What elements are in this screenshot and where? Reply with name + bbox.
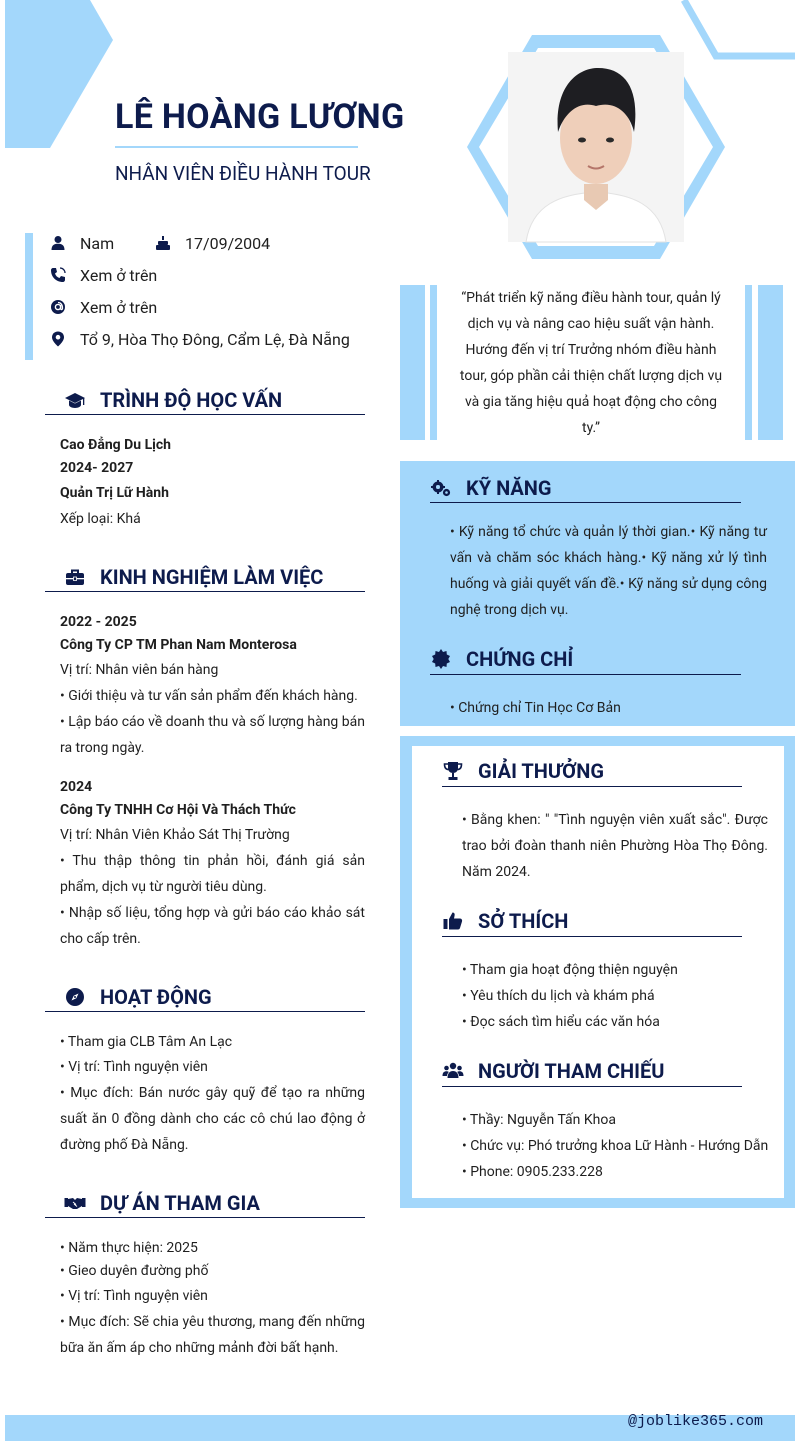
phone-value: Xem ở trên (80, 265, 158, 285)
experience-divider (45, 591, 365, 592)
skills-text: • Kỹ năng tổ chức và quản lý thời gian.• Kỹ năng tư vấn và chăm sóc khách hàng.• Kỹ năng xử lý tình huống và giải quyết vấn đề.• Kỹ năng sử dụng công nghệ trong dịch vụ. (450, 524, 767, 618)
references-heading (442, 1059, 664, 1083)
activities-title: HOẠT ĐỘNG (100, 985, 212, 1009)
thumbs-up-icon (442, 910, 464, 932)
skills-title: KỸ NĂNG (466, 476, 552, 500)
name-underline (115, 146, 358, 148)
job-2-company: Công Ty TNHH Cơ Hội Và Thách Thức (60, 802, 296, 818)
candidate-name: LÊ HOÀNG LƯƠNG (115, 97, 405, 137)
references-divider (442, 1086, 742, 1087)
birthday-cake-icon (155, 235, 171, 251)
user-icon (50, 235, 66, 251)
skills-heading (430, 476, 552, 500)
job-2-bullet-2: • Nhập số liệu, tổng hợp và gửi báo cáo khảo sát cho cấp trên. (60, 905, 365, 947)
awards-divider (442, 786, 742, 787)
at-sign-icon (50, 299, 66, 315)
awards-text: • Bằng khen: " "Tình nguyện viên xuất sắc". Được trao bởi đoàn thanh niên Phường Hòa Thọ Đông. Năm 2024. (462, 812, 768, 880)
job-1-company: Công Ty CP TM Phan Nam Monterosa (60, 637, 297, 653)
certificates-text: • Chứng chỉ Tin Học Cơ Bản (450, 700, 621, 716)
job-1-position: Vị trí: Nhân viên bán hàng (60, 662, 219, 678)
contact-accent-bar (25, 233, 33, 360)
location-pin-icon (50, 331, 66, 347)
gender-value: Nam (80, 233, 115, 253)
quote-bar-left-2 (430, 285, 437, 440)
awards-heading (442, 759, 604, 783)
hobby-line-1: • Tham gia hoạt động thiện nguyện (462, 962, 678, 978)
job-1-period: 2022 - 2025 (60, 614, 137, 630)
briefcase-icon (64, 566, 86, 588)
education-title: TRÌNH ĐỘ HỌC VẤN (100, 388, 283, 412)
hobbies-heading (442, 909, 568, 933)
job-2-bullet-1: • Thu thập thông tin phản hồi, đánh giá sản phẩm, dịch vụ từ người tiêu dùng. (60, 853, 365, 895)
footer-watermark: @joblike365.com (627, 1413, 763, 1430)
hobby-line-3: • Đọc sách tìm hiểu các văn hóa (462, 1014, 660, 1030)
avatar (466, 34, 726, 260)
contact-birthday (155, 233, 270, 253)
activity-line-1: • Tham gia CLB Tâm An Lạc (60, 1034, 233, 1050)
reference-line-1: • Thầy: Nguyễn Tấn Khoa (462, 1112, 616, 1128)
phone-icon (50, 267, 66, 283)
skills-divider (430, 502, 741, 503)
address-value: Tổ 9, Hòa Thọ Đông, Cẩm Lệ, Đà Nẵng (80, 329, 350, 349)
gears-icon (430, 477, 452, 499)
hobby-line-2: • Yêu thích du lịch và khám phá (462, 988, 655, 1004)
birthday-value: 17/09/2004 (185, 233, 271, 253)
contact-gender (50, 233, 114, 253)
activity-line-3: • Mục đích: Bán nước gây quỹ để tạo ra những suất ăn 0 đồng dành cho các cô chú lao động ở đường phố Đà Nẵng. (60, 1085, 365, 1153)
reference-line-2: • Chức vụ: Phó trưởng khoa Lữ Hành - Hướng Dẫn (462, 1138, 769, 1154)
activities-heading (64, 985, 212, 1009)
job-title: NHÂN VIÊN ĐIỀU HÀNH TOUR (115, 162, 371, 185)
certificate-badge-icon (430, 648, 452, 670)
graduation-cap-icon (64, 389, 86, 411)
quote-bar-right-1 (745, 285, 752, 440)
education-major: Quản Trị Lữ Hành (60, 485, 169, 501)
job-1-bullet-2: • Lập báo cáo về doanh thu và số lượng hàng bán ra trong ngày. (60, 714, 365, 756)
hobbies-title: SỞ THÍCH (478, 909, 569, 933)
projects-divider (45, 1217, 365, 1218)
career-objective: “Phát triển kỹ năng điều hành tour, quản lý dịch vụ và nâng cao hiệu suất vận hành. Hướng đến vị trí Trưởng nhóm điều hành tour, góp phần cải thiện chất lượng dịch vụ và gia tăng hiệu quả hoạt động cho công ty.” (459, 290, 723, 436)
projects-heading (64, 1191, 260, 1215)
experience-title: KINH NGHIỆM LÀM VIỆC (100, 565, 324, 589)
contact-address (50, 329, 350, 349)
contact-email (50, 297, 157, 317)
top-left-decoration (0, 0, 120, 150)
project-line-2: • Gieo duyên đường phố (60, 1263, 209, 1279)
awards-title: GIẢI THƯỞNG (478, 759, 604, 783)
quote-bar-left-1 (400, 285, 425, 440)
education-school: Cao Đẳng Du Lịch (60, 437, 171, 453)
certificates-divider (430, 674, 741, 675)
education-divider (45, 414, 365, 415)
activity-line-2: • Vị trí: Tình nguyện viên (60, 1059, 208, 1075)
education-years: 2024- 2027 (60, 460, 134, 476)
certificates-heading (430, 647, 573, 671)
project-line-4: • Mục đích: Sẽ chia yêu thương, mang đến những bữa ăn ấm áp cho những mảnh đời bất hạnh. (60, 1314, 365, 1356)
email-value: Xem ở trên (80, 297, 158, 317)
references-title: NGƯỜI THAM CHIẾU (478, 1059, 665, 1083)
certificates-title: CHỨNG CHỈ (466, 647, 574, 671)
compass-icon (64, 986, 86, 1008)
experience-heading (64, 565, 323, 589)
users-icon (442, 1060, 464, 1082)
job-2-period: 2024 (60, 779, 93, 795)
reference-line-3: • Phone: 0905.233.228 (462, 1164, 603, 1180)
job-1-bullet-1: • Giới thiệu và tư vấn sản phẩm đến khách hàng. (60, 688, 358, 704)
contact-phone (50, 265, 157, 285)
education-grade: Xếp loại: Khá (60, 511, 141, 527)
quote-bar-right-2 (758, 285, 783, 440)
handshake-icon (64, 1192, 86, 1214)
job-2-position: Vị trí: Nhân Viên Khảo Sát Thị Trường (60, 827, 290, 843)
activities-divider (45, 1011, 365, 1012)
hobbies-divider (442, 936, 742, 937)
education-heading (64, 388, 282, 412)
trophy-icon (442, 760, 464, 782)
projects-title: DỰ ÁN THAM GIA (100, 1191, 260, 1215)
project-line-1: • Năm thực hiện: 2025 (60, 1240, 198, 1256)
project-line-3: • Vị trí: Tình nguyện viên (60, 1288, 208, 1304)
